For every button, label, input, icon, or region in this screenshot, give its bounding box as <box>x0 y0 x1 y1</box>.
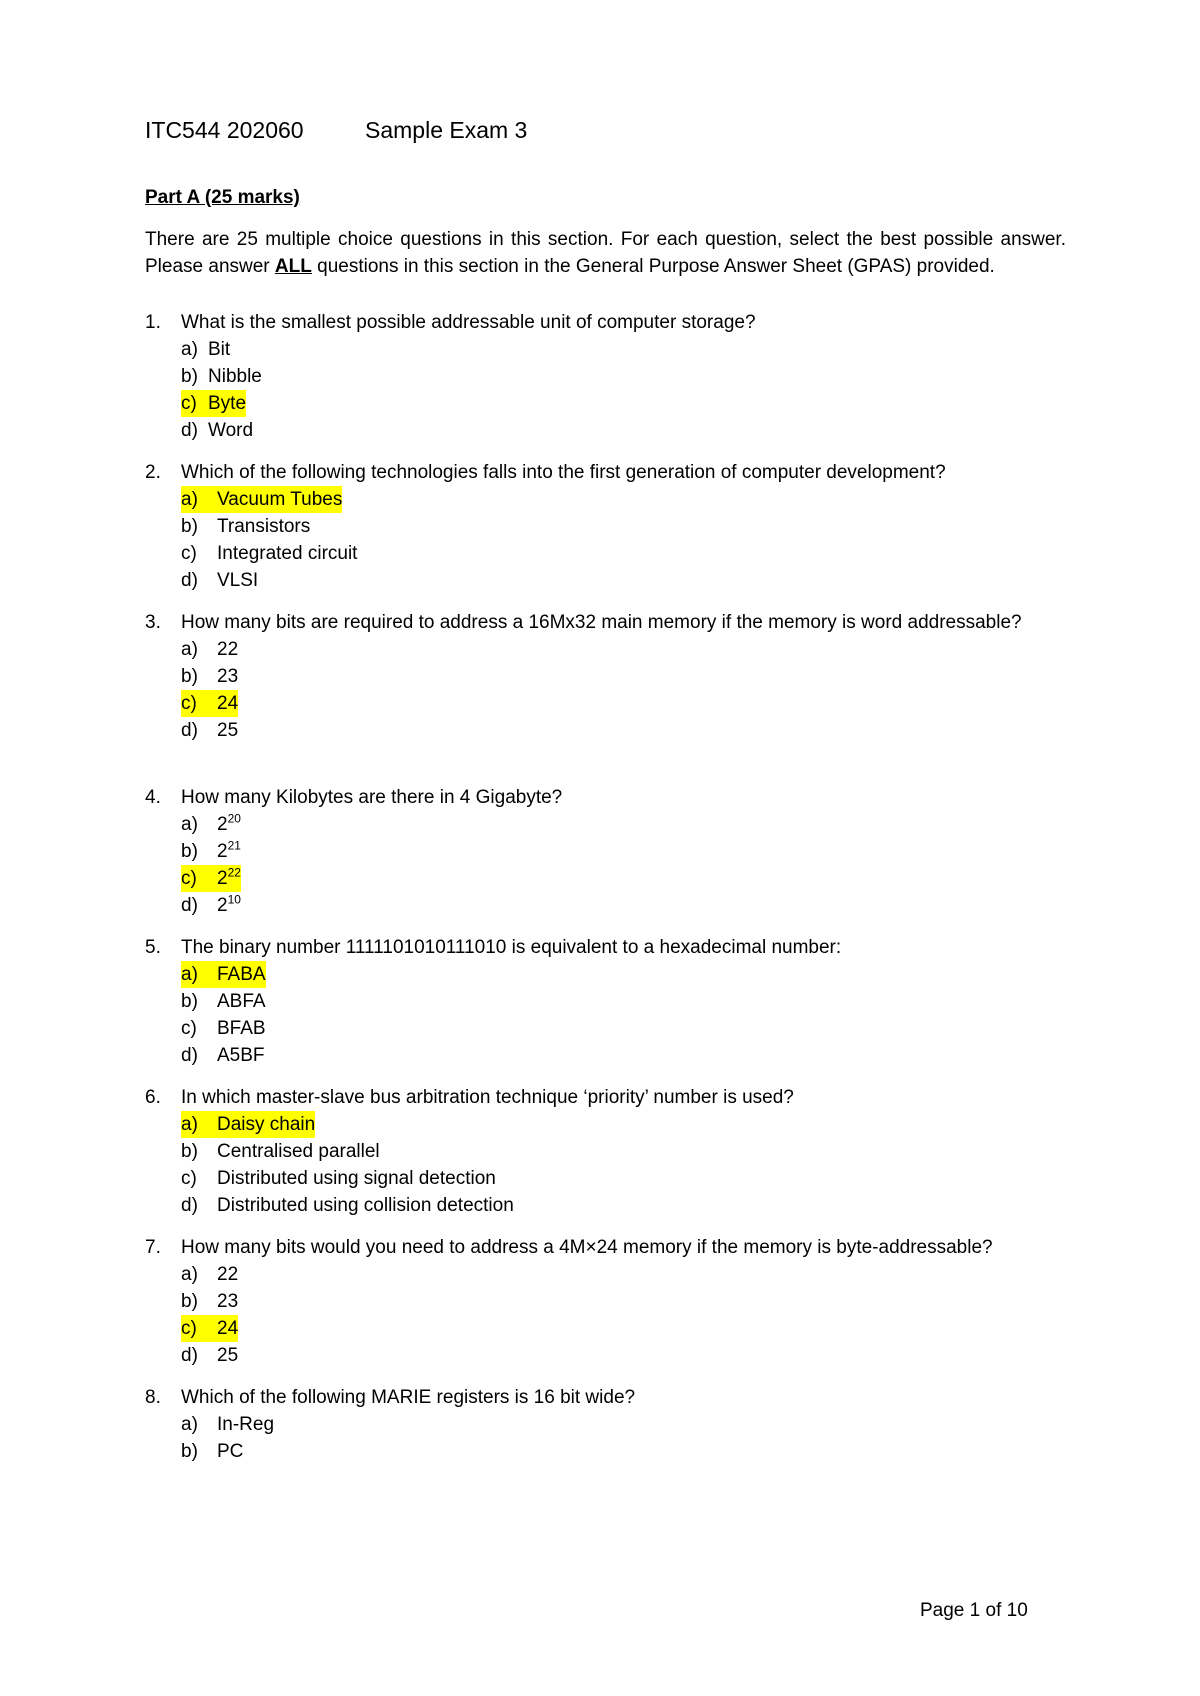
instructions-text-after: questions in this section in the General Purpose Answer Sheet (GPAS) provided. <box>311 256 995 277</box>
question-text: In which master-slave bus arbitration technique ‘priority’ number is used? <box>181 1087 794 1108</box>
answer-content <box>181 336 230 363</box>
answer-content <box>181 988 266 1015</box>
question-number: 1. <box>145 312 161 333</box>
answer-content <box>181 838 241 865</box>
option-letter: a) <box>181 489 198 510</box>
question-5 <box>145 934 1085 1069</box>
answer-content <box>181 1042 265 1069</box>
option-letter: a) <box>181 1414 198 1435</box>
answer-content <box>181 663 238 690</box>
option-letter: a) <box>181 1264 198 1285</box>
option-text: VLSI <box>217 570 259 591</box>
question-stem <box>145 1234 1085 1261</box>
option-exponent: 21 <box>227 838 241 853</box>
question-stem <box>145 1384 1085 1411</box>
question-number: 3. <box>145 612 161 633</box>
highlighted-answer <box>181 486 342 513</box>
answer-option <box>145 1042 1085 1069</box>
instructions <box>145 226 1066 280</box>
answer-option <box>145 390 1085 417</box>
option-text: Nibble <box>208 366 262 387</box>
answer-option <box>145 1111 1085 1138</box>
question-1 <box>145 309 1085 444</box>
answer-option <box>145 336 1085 363</box>
option-text: PC <box>217 1441 244 1462</box>
question-text: What is the smallest possible addressable unit of computer storage? <box>181 312 756 333</box>
option-text: 24 <box>217 1318 239 1339</box>
question-number: 8. <box>145 1387 161 1408</box>
option-letter: a) <box>181 1114 198 1135</box>
question-stem <box>145 934 1085 961</box>
option-letter: c) <box>181 1318 197 1339</box>
option-letter: b) <box>181 516 198 537</box>
option-text: 25 <box>217 720 239 741</box>
question-text: Which of the following technologies falls into the first generation of computer development? <box>181 462 946 483</box>
option-text: Vacuum Tubes <box>217 489 343 510</box>
option-text: 23 <box>217 666 239 687</box>
question-text: How many bits are required to address a 16Mx32 main memory if the memory is word addressable? <box>181 612 1022 633</box>
option-text: 24 <box>217 693 239 714</box>
question-text: The binary number 1111101010111010 is equivalent to a hexadecimal number: <box>181 937 842 958</box>
question-number: 5. <box>145 937 161 958</box>
option-text: 2 <box>217 895 228 916</box>
page-number: Page 1 of 10 <box>920 1600 1028 1621</box>
question-2 <box>145 459 1085 594</box>
question-stem <box>145 784 1085 811</box>
option-text: Centralised parallel <box>217 1141 380 1162</box>
option-text: BFAB <box>217 1018 266 1039</box>
option-letter: a) <box>181 639 198 660</box>
answer-content <box>181 717 238 744</box>
answer-option <box>145 663 1085 690</box>
answer-option <box>145 636 1085 663</box>
option-letter: c) <box>181 393 197 414</box>
answer-content <box>181 1288 238 1315</box>
option-letter: a) <box>181 964 198 985</box>
question-8 <box>145 1384 1085 1465</box>
option-text: A5BF <box>217 1045 265 1066</box>
answer-option <box>145 690 1085 717</box>
highlighted-answer <box>181 865 241 892</box>
option-exponent: 10 <box>227 892 241 907</box>
option-letter: b) <box>181 841 198 862</box>
highlighted-answer <box>181 961 266 988</box>
question-number: 4. <box>145 787 161 808</box>
answer-option <box>145 988 1085 1015</box>
answer-content <box>181 1261 238 1288</box>
part-title: Part A (25 marks) <box>145 187 300 208</box>
answer-option <box>145 1015 1085 1042</box>
question-3 <box>145 609 1085 744</box>
answer-content <box>181 513 310 540</box>
answer-content <box>181 417 253 444</box>
question-6 <box>145 1084 1085 1219</box>
answer-option <box>145 717 1085 744</box>
option-text: 25 <box>217 1345 239 1366</box>
answer-option <box>145 513 1085 540</box>
option-letter: b) <box>181 1441 198 1462</box>
question-number: 6. <box>145 1087 161 1108</box>
option-letter: d) <box>181 1195 198 1216</box>
document-header <box>145 117 527 144</box>
instructions-emphasis: ALL <box>274 256 312 277</box>
highlighted-answer <box>181 1111 315 1138</box>
answer-content <box>181 1138 380 1165</box>
answer-option <box>145 540 1085 567</box>
answer-content <box>181 892 241 919</box>
option-letter: d) <box>181 895 198 916</box>
option-letter: c) <box>181 693 197 714</box>
option-text: Word <box>208 420 254 441</box>
question-stem <box>145 1084 1085 1111</box>
option-text: Distributed using signal detection <box>217 1168 496 1189</box>
course-code: ITC544 202060 <box>145 117 304 143</box>
answer-content <box>181 1438 243 1465</box>
answer-option <box>145 1288 1085 1315</box>
option-text: 2 <box>217 841 228 862</box>
option-letter: a) <box>181 339 198 360</box>
option-letter: d) <box>181 1045 198 1066</box>
option-text: Distributed using collision detection <box>217 1195 514 1216</box>
option-text: Transistors <box>217 516 311 537</box>
answer-content <box>181 1342 238 1369</box>
answer-option <box>145 961 1085 988</box>
option-text: 2 <box>217 814 228 835</box>
answer-option <box>145 1411 1085 1438</box>
answer-option <box>145 838 1085 865</box>
option-letter: c) <box>181 1018 197 1039</box>
option-text: 2 <box>217 868 228 889</box>
option-text: 23 <box>217 1291 239 1312</box>
exam-title: Sample Exam 3 <box>365 117 528 143</box>
option-letter: c) <box>181 1168 197 1189</box>
question-stem <box>145 309 1085 336</box>
option-text: Integrated circuit <box>217 543 358 564</box>
answer-content <box>181 1015 266 1042</box>
answer-option <box>145 363 1085 390</box>
option-letter: c) <box>181 868 197 889</box>
option-text: 22 <box>217 639 239 660</box>
answer-option <box>145 1438 1085 1465</box>
question-number: 7. <box>145 1237 161 1258</box>
answer-option <box>145 1261 1085 1288</box>
answer-option <box>145 892 1085 919</box>
option-text: Byte <box>208 393 247 414</box>
option-letter: a) <box>181 814 198 835</box>
answer-content <box>181 811 241 838</box>
option-text: FABA <box>217 964 266 985</box>
answer-option <box>145 865 1085 892</box>
answer-content <box>181 363 262 390</box>
option-letter: b) <box>181 991 198 1012</box>
option-letter: c) <box>181 543 197 564</box>
question-number: 2. <box>145 462 161 483</box>
option-letter: b) <box>181 1291 198 1312</box>
highlighted-answer <box>181 1315 238 1342</box>
answer-option <box>145 1192 1085 1219</box>
option-text: Daisy chain <box>217 1114 316 1135</box>
answer-option <box>145 811 1085 838</box>
option-letter: d) <box>181 1345 198 1366</box>
highlighted-answer <box>181 690 238 717</box>
answer-option <box>145 417 1085 444</box>
option-text: Bit <box>208 339 231 360</box>
option-text: 22 <box>217 1264 239 1285</box>
instructions-text-before: There are 25 multiple choice questions in this section. For each question, select the best possible answer. Please answer <box>145 229 1066 277</box>
question-stem <box>145 609 1085 636</box>
option-letter: d) <box>181 720 198 741</box>
option-exponent: 20 <box>227 811 241 826</box>
option-letter: d) <box>181 420 198 441</box>
question-text: Which of the following MARIE registers is 16 bit wide? <box>181 1387 636 1408</box>
answer-content <box>181 1192 514 1219</box>
question-stem <box>145 459 1085 486</box>
option-letter: b) <box>181 1141 198 1162</box>
answer-content <box>181 636 238 663</box>
answer-option <box>145 1165 1085 1192</box>
option-letter: b) <box>181 366 198 387</box>
answer-content <box>181 540 357 567</box>
question-text: How many bits would you need to address a 4M×24 memory if the memory is byte-addressable? <box>181 1237 993 1258</box>
answer-option <box>145 567 1085 594</box>
option-text: In-Reg <box>217 1414 275 1435</box>
answer-option <box>145 1342 1085 1369</box>
answer-content <box>181 567 258 594</box>
answer-option <box>145 486 1085 513</box>
answer-content <box>181 1165 496 1192</box>
answer-content <box>181 1411 274 1438</box>
option-text: ABFA <box>217 991 266 1012</box>
option-exponent: 22 <box>227 865 241 880</box>
option-letter: b) <box>181 666 198 687</box>
option-letter: d) <box>181 570 198 591</box>
answer-option <box>145 1138 1085 1165</box>
question-7 <box>145 1234 1085 1369</box>
question-4 <box>145 784 1085 919</box>
question-text: How many Kilobytes are there in 4 Gigabyte? <box>181 787 563 808</box>
highlighted-answer <box>181 390 246 417</box>
answer-option <box>145 1315 1085 1342</box>
